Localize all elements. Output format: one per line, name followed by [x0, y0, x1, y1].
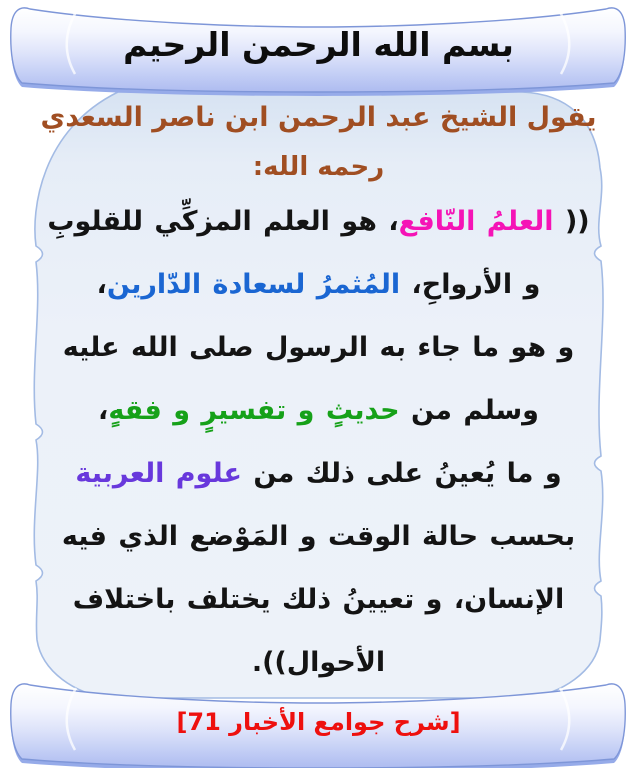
quote-line	[24, 568, 613, 631]
quote-segment: الأحوال)).	[251, 647, 386, 678]
quote-line	[24, 253, 613, 316]
intro-line-2: رحمه الله:	[252, 152, 385, 182]
quote-segment: ،	[96, 269, 107, 300]
bismillah-calligraphy: بسم الله الرحمن الرحيم	[123, 25, 514, 64]
quote-segment: الإنسان، و تعيينُ ذلك يختلف باختلاف	[72, 584, 565, 615]
quote-block	[24, 190, 613, 694]
quote-segment: ((	[553, 206, 590, 237]
quote-line	[24, 442, 613, 505]
quote-segment: علوم العربية	[75, 458, 242, 489]
intro-line-1: يقول الشيخ عبد الرحمن ابن ناصر السعدي	[40, 102, 597, 133]
quote-segment: و الأرواحِ،	[400, 269, 541, 300]
quote-segment: المُثمرُ لسعادة الدّارين	[106, 269, 401, 300]
quote-segment: و ما يُعينُ على ذلك من	[241, 458, 562, 489]
quote-line	[24, 505, 613, 568]
quote-segment: وسلم من	[399, 395, 539, 426]
quote-line	[24, 316, 613, 379]
quote-segment: ، هو العلم المزكِّي للقلوبِ	[47, 206, 399, 237]
quote-line	[24, 379, 613, 442]
source-citation: [شرح جوامع الأخبار 71]	[176, 708, 461, 736]
quote-segment: العلمُ النّافع	[398, 206, 554, 237]
quote-line	[24, 631, 613, 694]
quote-segment: ،	[98, 395, 109, 426]
quote-line	[24, 190, 613, 253]
quote-segment: و هو ما جاء به الرسول صلى الله عليه	[62, 332, 575, 363]
quote-segment: حديثٍ و تفسيرٍ و فقهٍ	[108, 395, 400, 426]
quote-segment: بحسب حالة الوقت و المَوْضع الذي فيه	[61, 521, 576, 552]
